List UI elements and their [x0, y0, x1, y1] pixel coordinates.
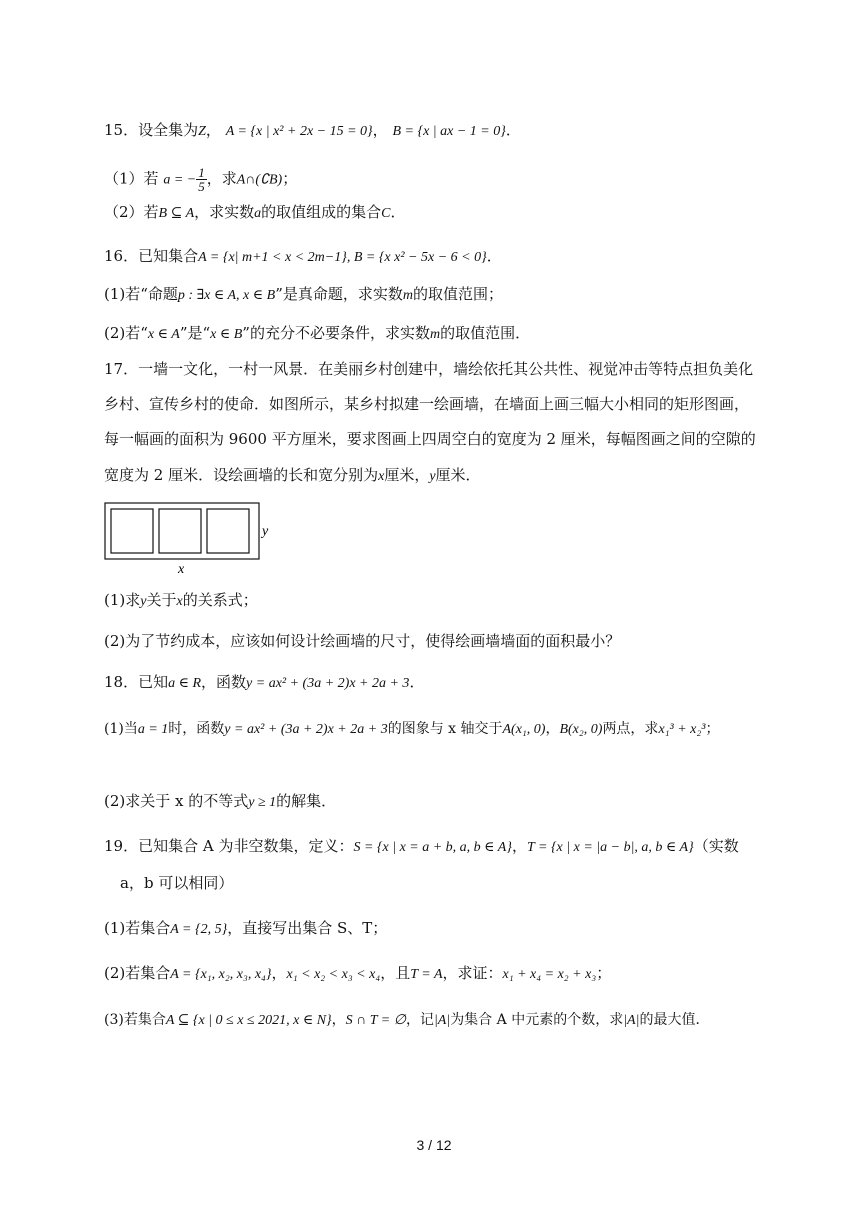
- q19-part1: [104, 918, 387, 940]
- q19-p3-end: 的最大值．: [639, 1012, 710, 1028]
- painting-2: [159, 509, 201, 553]
- q18-p1-a: (1)当: [104, 721, 138, 737]
- q16-p2-c2: x ∈ B: [210, 327, 243, 342]
- q17-p1-c: 的关系式；: [182, 591, 258, 609]
- q15-p1-expr: A∩(∁B): [236, 172, 283, 188]
- q18-part2: [104, 791, 336, 813]
- q15-p1-a-lhs: a = −: [163, 172, 197, 188]
- q15-p2-var: a: [254, 206, 262, 221]
- q18-func: y = ax² + (3a + 2)x + 2a + 3: [246, 676, 410, 691]
- q16-p1-prop: p : ∃x ∈ A, x ∈ B: [177, 288, 276, 303]
- q17-p1-x: x: [176, 594, 183, 609]
- q19-p2-goal: x₁ + x₄ = x₂ + x₃: [502, 967, 597, 982]
- q16-part2: [104, 323, 530, 345]
- q15-intro: 15．设全集为: [104, 121, 199, 139]
- q17-line4-x: x: [378, 469, 385, 484]
- q16-p2-var: m: [429, 327, 441, 342]
- q15-end: ．: [505, 121, 521, 139]
- q16-sets: A = {x| m+1 < x < 2m−1}, B = {x x² − 5x − 6 < 0}: [198, 250, 487, 265]
- q18-part1: [104, 719, 719, 740]
- q18-p1-c: 的图象与 x 轴交于: [387, 721, 503, 737]
- wall-outline: [105, 503, 259, 559]
- q19-p3-a: (3)若集合: [104, 1012, 166, 1028]
- q17-p1-y: y: [140, 594, 147, 609]
- q18-p2-ineq: y ≥ 1: [248, 795, 277, 810]
- q15-p1-mid: ，求: [206, 169, 237, 188]
- q19-p3-cond: S ∩ T = ∅: [345, 1013, 406, 1028]
- q17-line4: [104, 465, 481, 487]
- q19-part2: [104, 963, 611, 985]
- page-number: 3 / 12: [416, 1137, 452, 1153]
- q17-part1: [104, 590, 258, 612]
- q18-p1-cond: a = 1: [137, 722, 169, 737]
- q19-intro: 19．已知集合 A 为非空数集，定义：: [104, 837, 354, 855]
- q17-line4-y: y: [429, 469, 436, 484]
- q15-sep1: ，: [205, 121, 221, 139]
- q18-end: ．: [409, 673, 425, 691]
- q18-p1-end: ；: [705, 721, 720, 737]
- q19-p1-set: A = {2, 5}: [170, 922, 228, 937]
- q16-p1-prefix: (1)若“命题: [104, 285, 178, 303]
- q18-p1-d: ，: [545, 721, 560, 737]
- q15-p2-cond: B ⊆ A: [158, 206, 195, 221]
- q18-p1-point-a: A(x₁, 0): [502, 722, 546, 737]
- q15-p1-fraction: [196, 166, 207, 193]
- q16-p1-suffix: ”是真命题，求实数: [275, 285, 403, 303]
- diagram-label-x: x: [178, 562, 185, 577]
- q19-line2: a，b 可以相同）: [120, 874, 234, 892]
- q16-p1-var: m: [402, 288, 413, 303]
- q15-p2-mid: ，求实数: [194, 203, 255, 221]
- q19-p1-b: ，直接写出集合 S、T；: [227, 919, 388, 937]
- q19-p3-c: ，记: [405, 1012, 434, 1028]
- q19-p3-set: A ⊆ {x | 0 ≤ x ≤ 2021, x ∈ N}: [165, 1013, 332, 1028]
- q19-p2-end: ；: [596, 964, 612, 982]
- wall-diagram: [104, 502, 284, 582]
- q16-p1-end: 的取值范围；: [412, 285, 503, 303]
- q15-p2-set: C: [381, 206, 391, 221]
- q15-p1-frac-den: 5: [198, 179, 205, 194]
- q19-sep: ，: [511, 837, 527, 855]
- q19-part3: [104, 1010, 709, 1031]
- q18-p2-end: 的解集．: [276, 792, 337, 810]
- q15-sep2: ，: [372, 121, 388, 139]
- q15-p2-mid2: 的取值组成的集合: [261, 203, 382, 221]
- q16-p2-prefix: (2)若“: [104, 324, 148, 342]
- q18-p1-func: y = ax² + (3a + 2)x + 2a + 3: [224, 722, 388, 737]
- q18-stem: [104, 672, 424, 694]
- q16-p2-mid: ”是“: [179, 324, 211, 342]
- q19-p3-d: 为集合 A 中元素的个数，求: [450, 1012, 624, 1028]
- q18-p1-e: 两点，求: [602, 721, 659, 737]
- q15-universe: Z: [198, 124, 206, 139]
- q19-p2-eq: T = A: [410, 967, 443, 982]
- q15-p1-prefix: （1）若: [104, 169, 159, 188]
- q15-p1-end: ；: [282, 169, 298, 188]
- wall-diagram-svg: [104, 502, 284, 578]
- painting-1: [111, 509, 153, 553]
- q19-p2-d: ，求证：: [442, 964, 503, 982]
- q18-p1-b: 时，函数: [168, 721, 225, 737]
- q17-line2: 乡村、宣传乡村的使命．如图所示，某乡村拟建一绘画墙，在墙面上画三幅大小相同的矩形图画，: [104, 395, 750, 413]
- q17-line3: 每一幅画的面积为 9600 平方厘米，要求图画上四周空白的宽度为 2 厘米，每幅图画之间的空隙的: [104, 430, 756, 448]
- q15-p2-end: ．: [390, 203, 406, 221]
- q18-cond: a ∈ R: [168, 676, 202, 691]
- q19-p2-order: x₁ < x₂ < x₃ < x₄: [286, 967, 381, 982]
- q19-p1-a: (1)若集合: [104, 919, 171, 937]
- painting-3: [207, 509, 249, 553]
- q15-set-a: A = {x | x² + 2x − 15 = 0}: [225, 124, 373, 139]
- q19-paren: （实数: [693, 837, 739, 855]
- q17-p1-b: 关于: [146, 591, 177, 609]
- q16-part1: [104, 284, 503, 306]
- q18-p2-a: (2)求关于 x 的不等式: [104, 792, 249, 810]
- q19-p2-c: ，且: [380, 964, 411, 982]
- q17-line4-b: 厘米，: [384, 466, 430, 484]
- q17-part2: (2)为了节约成本，应该如何设计绘画墙的尺寸，使得绘画墙墙面的面积最小？: [104, 632, 621, 650]
- q19-p3-b: ，: [331, 1012, 346, 1028]
- q19-p3-card2: |A|: [623, 1013, 640, 1028]
- q16-end: ．: [486, 247, 502, 265]
- q18-mid: ，函数: [201, 673, 247, 691]
- q17-p1-a: (1)求: [104, 591, 141, 609]
- q18-p1-expr: x₁³ + x₂³: [658, 722, 706, 737]
- q15-p1-frac-num: 1: [198, 165, 205, 180]
- q19-p2-a: (2)若集合: [104, 964, 171, 982]
- q16-p2-end: 的取值范围．: [440, 324, 531, 342]
- q15-stem: [104, 120, 521, 142]
- q19-p2-set: A = {x₁, x₂, x₃, x₄}: [170, 967, 272, 982]
- q16-intro: 16．已知集合: [104, 247, 199, 265]
- q19-p3-card: |A|: [433, 1013, 451, 1028]
- q15-p2-prefix: （2）若: [104, 203, 159, 221]
- q18-p1-point-b: B(x₂, 0): [559, 722, 603, 737]
- diagram-label-y: y: [262, 524, 269, 539]
- q16-p2-c1: x ∈ A: [147, 327, 180, 342]
- q19-stem: [104, 836, 739, 858]
- q19-p2-b: ，: [271, 964, 287, 982]
- q17-line4-a: 宽度为 2 厘米．设绘画墙的长和宽分别为: [104, 466, 379, 484]
- q19-set-t: T = {x | x = |a − b|, a, b ∈ A}: [526, 840, 694, 855]
- q15-part1: [104, 166, 297, 193]
- q16-p2-suffix: ”的充分不必要条件，求实数: [242, 324, 430, 342]
- q17-line4-c: 厘米．: [435, 466, 481, 484]
- q18-intro: 18．已知: [104, 673, 169, 691]
- q15-set-b: B = {x | ax − 1 = 0}: [392, 124, 506, 139]
- q15-part2: [104, 202, 406, 224]
- q17-line1: 17．一墙一文化，一村一风景．在美丽乡村创建中，墙绘依托其公共性、视觉冲击等特点担负美化: [104, 360, 754, 378]
- q16-stem: [104, 246, 502, 268]
- q19-set-s: S = {x | x = a + b, a, b ∈ A}: [353, 840, 512, 855]
